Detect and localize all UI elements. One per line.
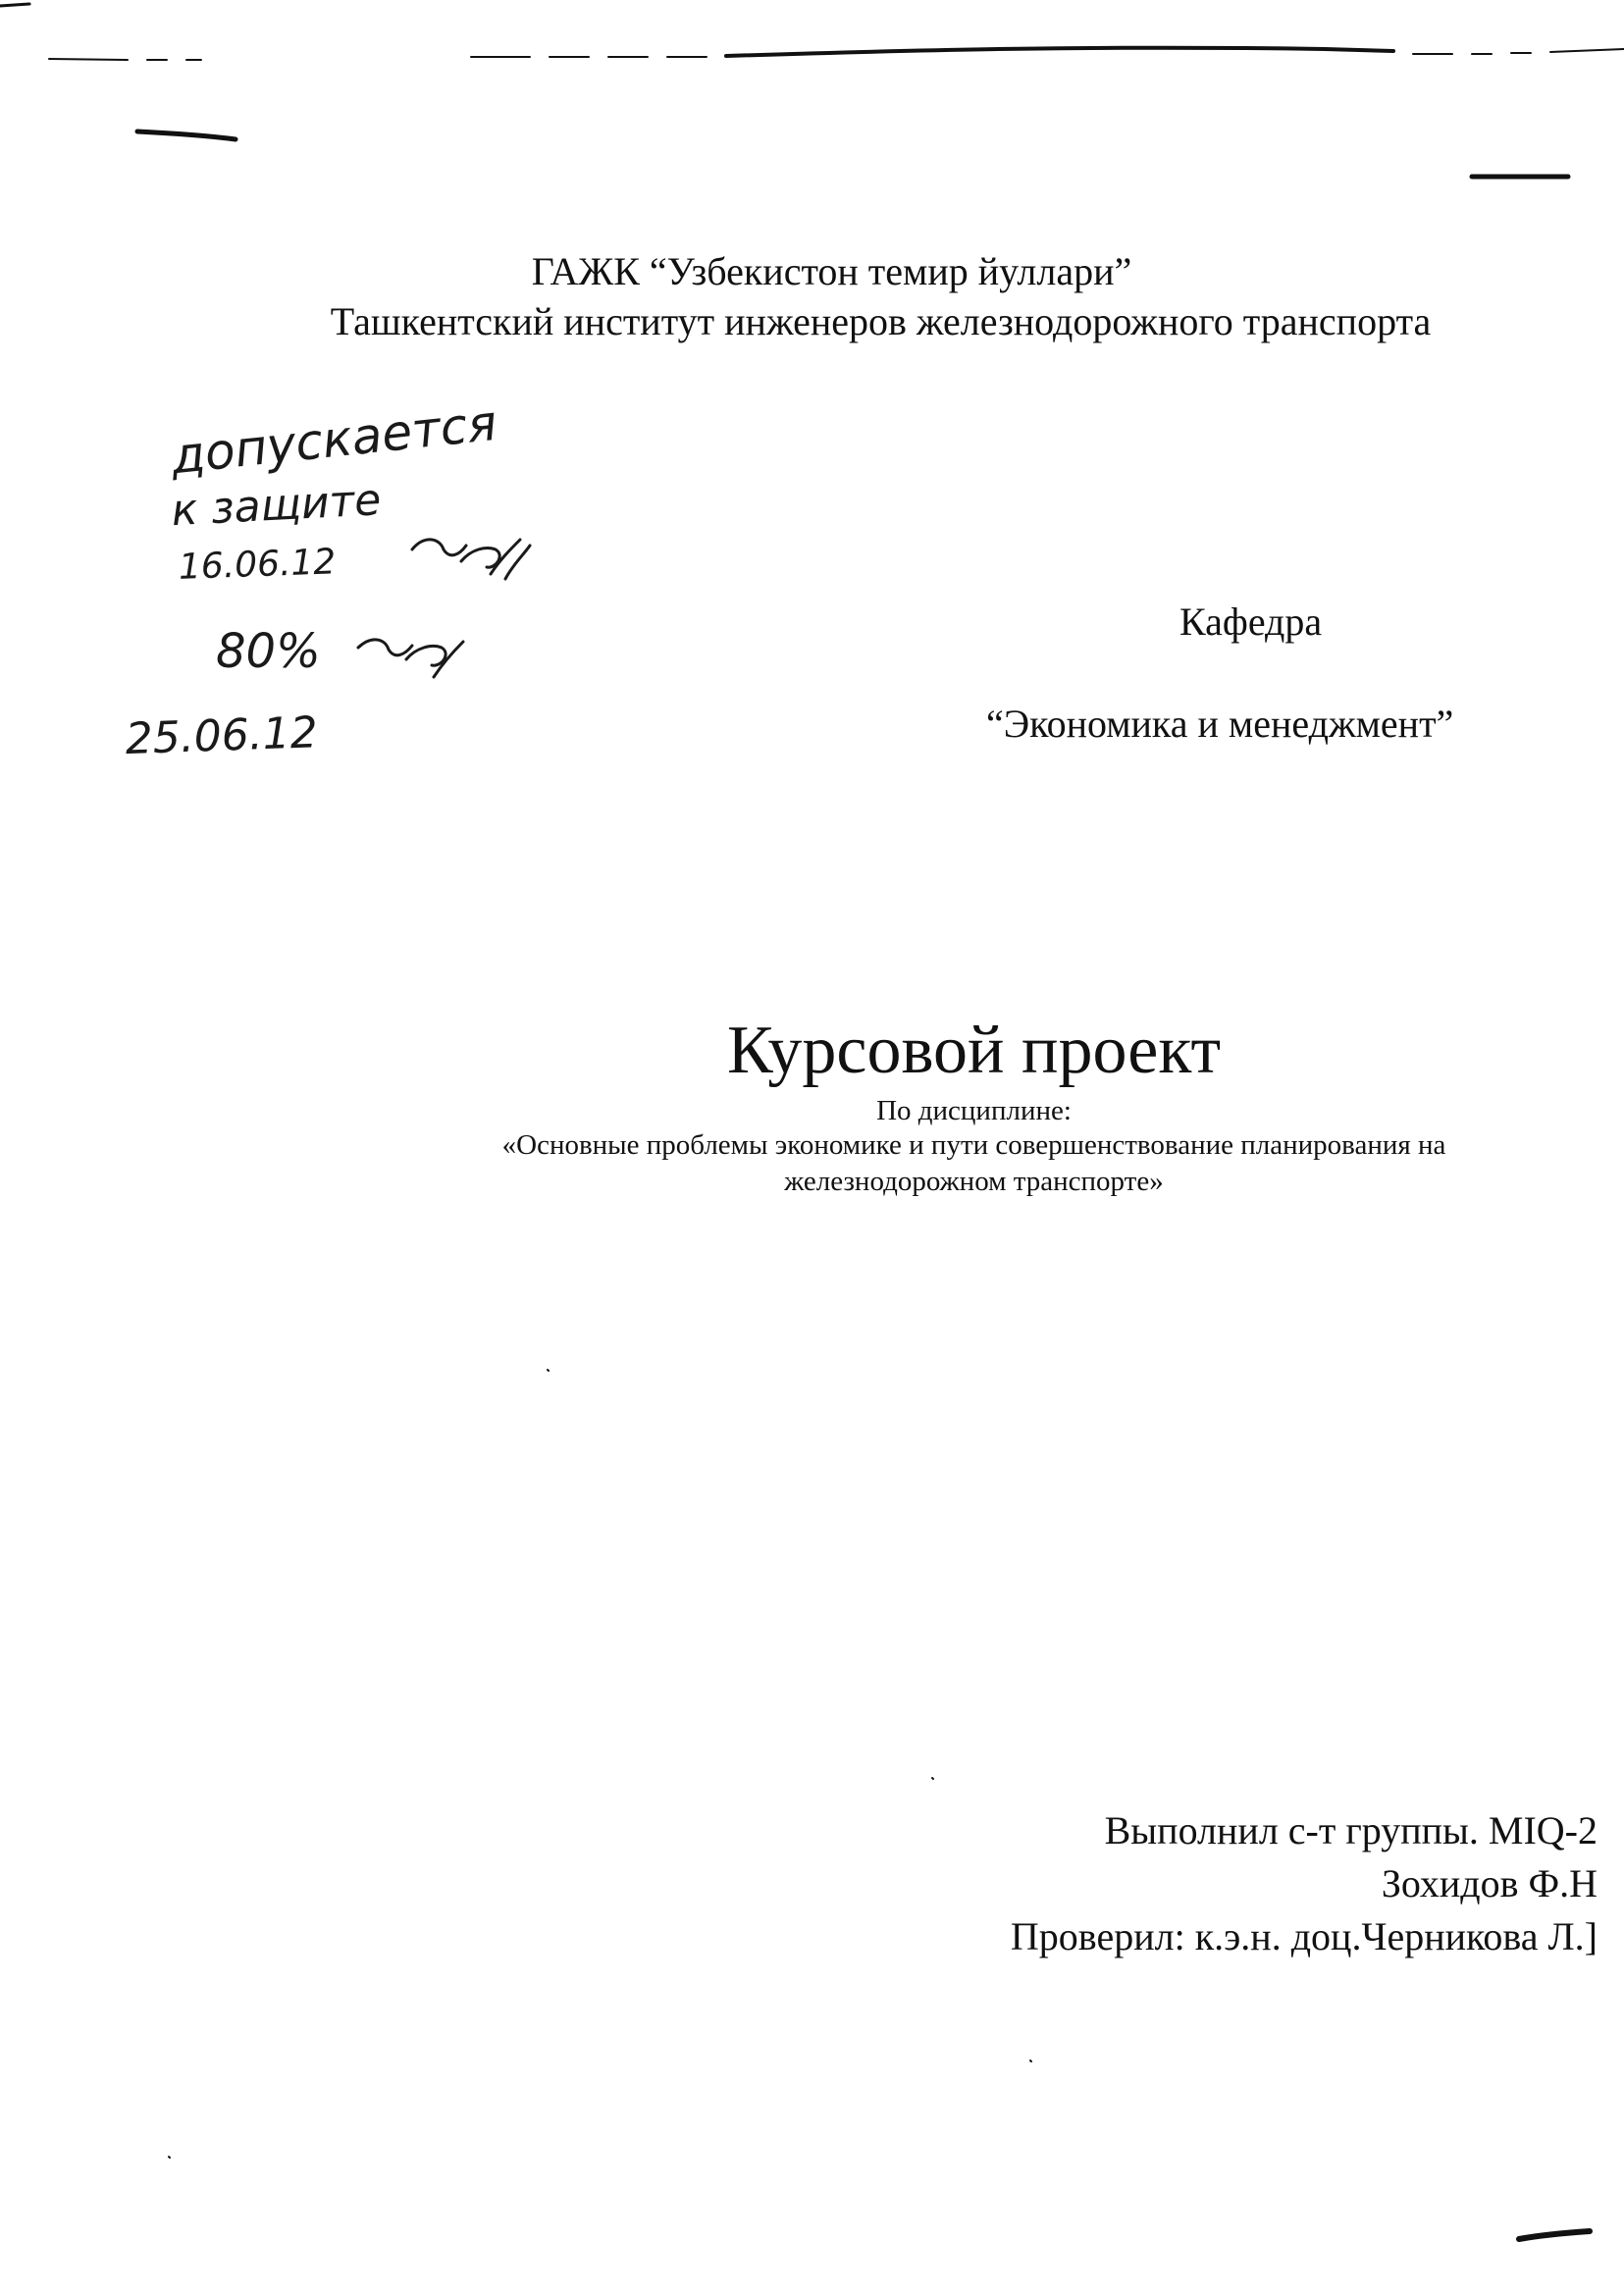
department-name: “Экономика и менеджмент”: [986, 702, 1454, 746]
handwritten-to-defense-text: к защите: [170, 475, 383, 537]
scan-dot: [548, 1370, 549, 1371]
department-label: Кафедра: [1179, 600, 1323, 644]
scan-dot: [169, 2157, 170, 2158]
stray-dash-bottom: [1519, 2231, 1590, 2239]
document-title: Курсовой проект: [726, 1013, 1222, 1088]
handwritten-admitted-text: допускается: [168, 393, 499, 486]
topic-line-1: «Основные проблемы экономике и пути совершенствование планирования на: [501, 1129, 1446, 1161]
handwritten-percent-grade: 80%: [216, 624, 321, 679]
institute-name: Ташкентский институт инженеров железнодорожного транспорта: [330, 299, 1432, 343]
topic-line-2: железнодорожном транспорте»: [784, 1166, 1164, 1197]
discipline-label: По дисциплине:: [876, 1095, 1072, 1126]
scan-dot: [932, 1778, 933, 1779]
checked-by-line: Проверил: к.э.н. доц.Черникова Л.]: [1010, 1914, 1598, 1958]
scan-dot: [1030, 2060, 1031, 2061]
handwritten-date-approved: 16.06.12: [178, 542, 337, 588]
handwritten-initials-signature: [358, 640, 463, 677]
handwritten-approval-note: [0, 0, 1624, 883]
performed-by-line: Выполнил с-т группы. MIQ-2: [1104, 1808, 1598, 1852]
student-name: Зохидов Ф.Н: [1381, 1861, 1598, 1905]
organization-name: ГАЖК “Узбекистон темир йуллари”: [531, 249, 1132, 293]
handwritten-date-graded: 25.06.12: [124, 707, 319, 765]
handwritten-initials-signature: [412, 540, 530, 579]
